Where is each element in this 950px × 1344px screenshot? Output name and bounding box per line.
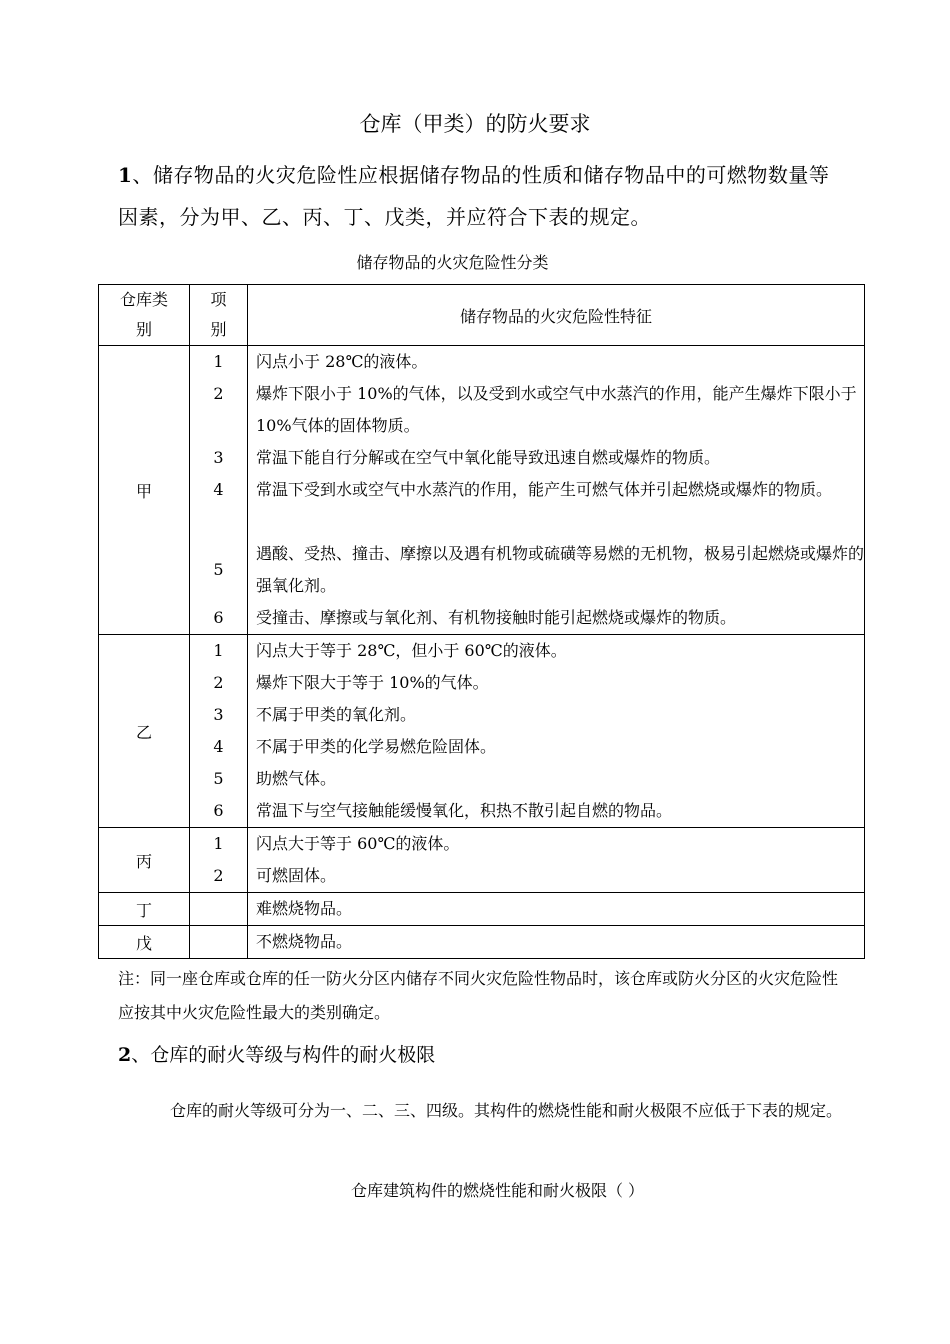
table-row-wu xyxy=(99,926,865,959)
feature-text: 受撞击、摩擦或与氧化剂、有机物接触时能引起燃烧或爆炸的物质。 xyxy=(256,608,737,627)
table-row-yi xyxy=(99,635,865,828)
section-1-text: 、储存物品的火灾危险性应根据储存物品的性质和储存物品中的可燃物数量等因素，分为甲、乙、丙、丁、戊类，并应符合下表的规定。 xyxy=(118,163,830,229)
section-2-number: 2 xyxy=(118,1044,132,1066)
item-number: 4 xyxy=(213,737,224,756)
table-row-jia xyxy=(99,346,865,635)
item-number: 5 xyxy=(213,769,224,788)
section-2-heading xyxy=(118,1040,435,1067)
category-cell: 丁 xyxy=(99,893,190,926)
header-feature: 储存物品的火灾危险性特征 xyxy=(248,285,865,346)
item-numbers xyxy=(190,926,248,959)
feature-text: 爆炸下限大于等于 10%的气体。 xyxy=(256,673,489,692)
feature-text: 常温下能自行分解或在空气中氧化能导致迅速自燃或爆炸的物质。 xyxy=(256,448,721,467)
header-item-line2: 别 xyxy=(210,320,227,339)
table-note: 注：同一座仓库或仓库的任一防火分区内储存不同火灾危险性物品时，该仓库或防火分区的火灾危险性应按其中火灾危险性最大的类别确定。 xyxy=(118,969,839,1022)
header-category xyxy=(99,285,190,346)
item-number: 1 xyxy=(213,641,224,660)
feature-text: 助燃气体。 xyxy=(256,769,337,788)
category-cell: 乙 xyxy=(99,635,190,828)
header-item xyxy=(190,285,248,346)
header-category-line1: 仓库类 xyxy=(119,290,168,309)
section-2-paragraph: 仓库的耐火等级可分为一、二、三、四级。其构件的燃烧性能和耐火极限不应低于下表的规定。 xyxy=(170,1101,843,1120)
item-number: 3 xyxy=(213,705,224,724)
item-number: 4 xyxy=(213,480,224,499)
item-number: 1 xyxy=(213,834,224,853)
item-number: 2 xyxy=(213,866,224,885)
item-number: 2 xyxy=(213,673,224,692)
category-cell: 戊 xyxy=(99,926,190,959)
section-2-heading-text: 、仓库的耐火等级与构件的耐火极限 xyxy=(131,1044,436,1066)
document-title: 仓库（甲类）的防火要求 xyxy=(359,112,591,136)
item-number: 6 xyxy=(213,801,224,820)
category-cell: 丙 xyxy=(99,828,190,893)
feature-text: 难燃烧物品。 xyxy=(256,899,353,918)
feature-text: 常温下与空气接触能缓慢氧化，积热不散引起自燃的物品。 xyxy=(256,801,673,820)
feature-text: 闪点小于 28℃的液体。 xyxy=(256,352,428,371)
item-numbers xyxy=(190,635,248,828)
item-number xyxy=(190,926,247,958)
feature-list xyxy=(248,926,865,959)
table-2-caption: 仓库建筑构件的燃烧性能和耐火极限（ ） xyxy=(350,1181,645,1200)
item-numbers xyxy=(190,893,248,926)
table-row-ding xyxy=(99,893,865,926)
feature-list xyxy=(248,893,865,926)
item-number: 5 xyxy=(213,560,224,579)
feature-text: 不属于甲类的化学易燃危险固体。 xyxy=(256,737,497,756)
table-1-caption: 储存物品的火灾危险性分类 xyxy=(356,253,549,272)
header-item-line1: 项 xyxy=(210,290,227,309)
table-row-bing xyxy=(99,828,865,893)
feature-list xyxy=(248,635,865,828)
section-1-paragraph xyxy=(118,154,848,238)
item-numbers xyxy=(190,346,248,635)
feature-text: 不燃烧物品。 xyxy=(256,932,353,951)
feature-list xyxy=(248,828,865,893)
item-number: 6 xyxy=(213,608,224,627)
item-number: 3 xyxy=(213,448,224,467)
table-header-row xyxy=(99,285,865,346)
item-number: 2 xyxy=(213,384,224,403)
category-cell: 甲 xyxy=(99,346,190,635)
section-1-number: 1 xyxy=(118,163,133,187)
fire-hazard-table xyxy=(98,284,865,959)
feature-text: 闪点大于等于 60℃的液体。 xyxy=(256,834,460,853)
item-numbers xyxy=(190,828,248,893)
feature-text: 遇酸、受热、撞击、摩擦以及遇有机物或硫磺等易燃的无机物，极易引起燃烧或爆炸的强氧化剂。 xyxy=(256,544,865,595)
header-category-line2: 别 xyxy=(135,320,152,339)
feature-text: 不属于甲类的氧化剂。 xyxy=(256,705,417,724)
item-number: 1 xyxy=(213,352,224,371)
item-number xyxy=(190,893,247,925)
feature-list xyxy=(248,346,865,635)
feature-text: 常温下受到水或空气中水蒸汽的作用，能产生可燃气体并引起燃烧或爆炸的物质。 xyxy=(256,480,833,499)
feature-text: 闪点大于等于 28℃，但小于 60℃的液体。 xyxy=(256,641,567,660)
feature-text: 可燃固体。 xyxy=(256,866,337,885)
feature-text: 爆炸下限小于 10%的气体，以及受到水或空气中水蒸汽的作用，能产生爆炸下限小于 10%气体的固体物质。 xyxy=(256,384,857,435)
